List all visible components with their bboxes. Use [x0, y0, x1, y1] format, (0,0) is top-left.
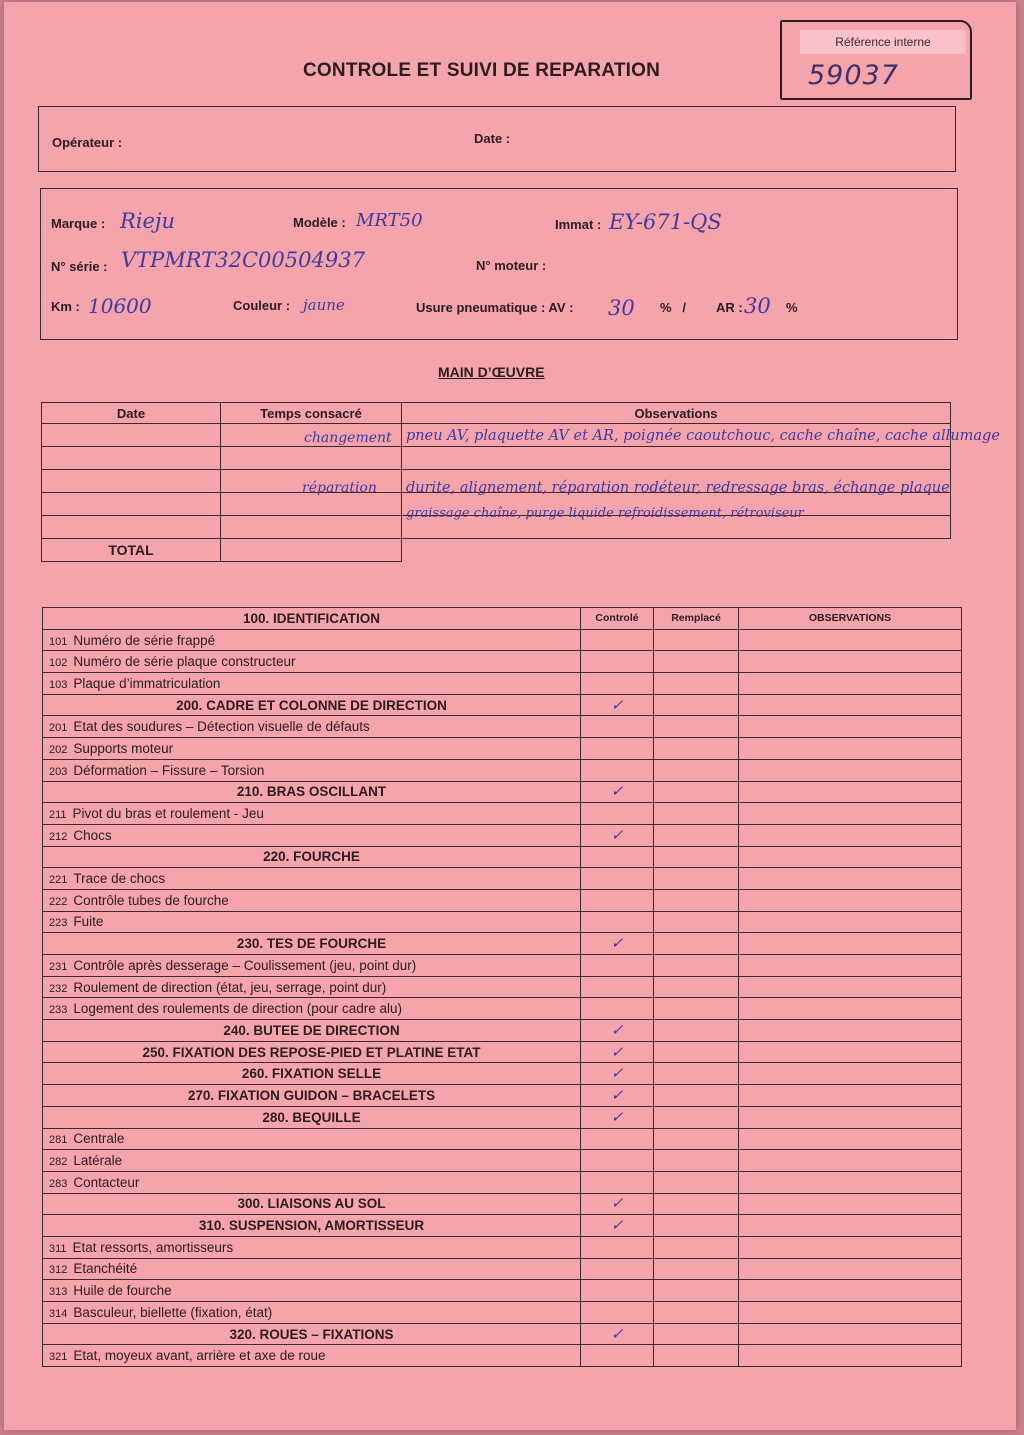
item-number: 223 — [49, 917, 68, 930]
controle-cell[interactable] — [581, 1106, 654, 1128]
remplace-cell[interactable] — [654, 889, 739, 911]
remplace-cell[interactable] — [654, 694, 739, 716]
checklist-section-row — [43, 1063, 962, 1085]
item-label: Déformation – Fissure – Torsion — [73, 762, 265, 778]
item-number: 201 — [49, 722, 68, 735]
check-mark: ✓ — [610, 1216, 624, 1235]
reference-value: 59037 — [808, 60, 899, 91]
observations-cell[interactable] — [739, 759, 962, 781]
remplace-cell[interactable] — [654, 1280, 739, 1302]
remplace-cell[interactable] — [654, 955, 739, 977]
remplace-cell[interactable] — [654, 976, 739, 998]
checklist-item-row — [43, 629, 962, 651]
observations-cell[interactable] — [739, 716, 962, 738]
remplace-cell[interactable] — [654, 1063, 739, 1085]
observations-cell[interactable] — [739, 1323, 962, 1345]
observation-line-1: pneu AV, plaquette AV et AR, poignée caoutchouc, cache chaîne, cache allumage — [406, 428, 1000, 444]
usure-ar-value: 30 — [744, 294, 771, 318]
item-label: Basculeur, biellette (fixation, état) — [73, 1304, 273, 1320]
observations-cell[interactable] — [739, 1106, 962, 1128]
moteur-label: N° moteur : — [476, 258, 547, 273]
checklist-first-heading: 100. IDENTIFICATION — [43, 608, 581, 630]
item-label: Etat ressorts, amortisseurs — [72, 1239, 234, 1255]
observations-cell[interactable] — [739, 1193, 962, 1215]
item-label: Pivot du bras et roulement - Jeu — [72, 806, 264, 822]
modele-label: Modèle : — [293, 215, 346, 230]
item-label: Huile de fourche — [73, 1283, 172, 1299]
total-label: TOTAL — [42, 539, 221, 562]
checklist-item-row — [43, 673, 962, 695]
remplace-cell[interactable] — [654, 1236, 739, 1258]
observations-cell[interactable] — [739, 1128, 962, 1150]
checklist-section-row — [43, 694, 962, 716]
observations-cell[interactable] — [739, 824, 962, 846]
check-mark: ✓ — [610, 1324, 624, 1343]
item-number: 231 — [49, 960, 68, 973]
section-heading: 270. FIXATION GUIDON – BRACELETS — [187, 1087, 436, 1103]
remplace-cell[interactable] — [654, 1345, 739, 1367]
checklist-item-row — [43, 1302, 962, 1324]
controle-cell[interactable] — [581, 651, 654, 673]
item-number: 282 — [49, 1156, 68, 1169]
remplace-cell[interactable] — [654, 1106, 739, 1128]
item-label: Etat des soudures – Détection visuelle de défauts — [73, 719, 370, 735]
remplace-cell[interactable] — [654, 1258, 739, 1280]
checklist-header-row — [43, 608, 962, 630]
controle-cell[interactable] — [581, 738, 654, 760]
remplace-cell[interactable] — [654, 1085, 739, 1107]
checklist-section-row — [43, 1106, 962, 1128]
item-number: 312 — [49, 1264, 68, 1277]
checklist-item-row — [43, 976, 962, 998]
observations-cell[interactable] — [739, 1150, 962, 1172]
observations-cell[interactable] — [739, 889, 962, 911]
item-number: 202 — [49, 743, 68, 756]
controle-cell[interactable] — [581, 911, 654, 933]
remplace-cell[interactable] — [654, 933, 739, 955]
remplace-cell[interactable] — [654, 781, 739, 803]
item-number: 321 — [49, 1351, 68, 1364]
remplace-cell[interactable] — [654, 1128, 739, 1150]
section-heading: 230. TES DE FOURCHE — [236, 936, 387, 952]
observations-cell[interactable] — [739, 1236, 962, 1258]
controle-cell[interactable] — [581, 824, 654, 846]
checklist-section-row — [43, 1215, 962, 1237]
couleur-value: jaune — [303, 296, 345, 314]
checklist-item-row — [43, 998, 962, 1020]
controle-cell[interactable] — [581, 1215, 654, 1237]
controle-cell[interactable] — [581, 803, 654, 825]
observation-line-3: graissage chaîne, purge liquide refroidissement, rétroviseur — [406, 506, 804, 521]
mo-total-row — [42, 539, 951, 562]
remplace-cell[interactable] — [654, 1041, 739, 1063]
item-label: Etanchéité — [73, 1261, 138, 1277]
check-mark: ✓ — [610, 782, 624, 801]
item-label: Numéro de série plaque constructeur — [73, 654, 296, 670]
col-remplace: Remplacé — [654, 608, 739, 630]
observations-cell[interactable] — [739, 1020, 962, 1042]
remplace-cell[interactable] — [654, 738, 739, 760]
main-oeuvre-title: MAIN D’ŒUVRE — [438, 364, 545, 380]
checklist-item-row — [43, 955, 962, 977]
observations-cell[interactable] — [739, 1258, 962, 1280]
checklist-section-row — [43, 1020, 962, 1042]
remplace-cell[interactable] — [654, 1302, 739, 1324]
operator-label: Opérateur : — [52, 135, 123, 150]
checklist-item-row — [43, 651, 962, 673]
section-heading: 300. LIAISONS AU SOL — [237, 1196, 386, 1212]
observations-cell[interactable] — [739, 629, 962, 651]
remplace-cell[interactable] — [654, 1323, 739, 1345]
observations-cell[interactable] — [739, 1215, 962, 1237]
item-number: 203 — [49, 765, 68, 778]
controle-cell[interactable] — [581, 1063, 654, 1085]
controle-cell[interactable] — [581, 1150, 654, 1172]
section-heading: 260. FIXATION SELLE — [241, 1066, 382, 1082]
usure-av-value: 30 — [608, 296, 635, 320]
checklist-item-row — [43, 716, 962, 738]
item-label: Fuite — [73, 914, 104, 930]
remplace-cell[interactable] — [654, 759, 739, 781]
immat-label: Immat : — [555, 217, 602, 232]
observations-cell[interactable] — [739, 781, 962, 803]
observations-cell[interactable] — [739, 846, 962, 868]
controle-cell[interactable] — [581, 781, 654, 803]
usure-label: Usure pneumatique : AV : — [416, 300, 574, 315]
observations-cell[interactable] — [739, 998, 962, 1020]
immat-value: EY-671-QS — [609, 210, 722, 234]
checklist-section-row — [43, 1323, 962, 1345]
serie-value: VTPMRT32C00504937 — [121, 248, 365, 272]
observations-cell[interactable] — [739, 868, 962, 890]
controle-cell[interactable] — [581, 1193, 654, 1215]
observations-cell[interactable] — [739, 1063, 962, 1085]
controle-cell[interactable] — [581, 976, 654, 998]
item-number: 233 — [49, 1004, 68, 1017]
percent-end: % — [786, 300, 798, 315]
date-label: Date : — [474, 131, 511, 146]
remplace-cell[interactable] — [654, 1020, 739, 1042]
item-number: 232 — [49, 982, 68, 995]
item-label: Contacteur — [73, 1174, 140, 1190]
marque-value: Rieju — [120, 209, 175, 233]
checklist-item-row — [43, 911, 962, 933]
observation-line-2: durite, alignement, réparation rodéteur, redressage bras, échange plaque — [406, 480, 950, 496]
controle-cell[interactable] — [581, 759, 654, 781]
item-label: Logement des roulements de direction (pour cadre alu) — [73, 1001, 403, 1017]
checklist-item-row — [43, 868, 962, 890]
item-number: 101 — [49, 635, 68, 648]
item-number: 314 — [49, 1307, 68, 1320]
checklist-item-row — [43, 759, 962, 781]
remplace-cell[interactable] — [654, 1171, 739, 1193]
check-mark: ✓ — [610, 934, 624, 953]
controle-cell[interactable] — [581, 1236, 654, 1258]
section-heading: 310. SUSPENSION, AMORTISSEUR — [198, 1218, 425, 1234]
checklist-item-row — [43, 1345, 962, 1367]
section-heading: 240. BUTEE DE DIRECTION — [223, 1022, 400, 1038]
check-mark: ✓ — [610, 1042, 624, 1061]
checklist-section-row — [43, 1041, 962, 1063]
checklist-item-row — [43, 889, 962, 911]
item-number: 212 — [49, 830, 68, 843]
item-label: Numéro de série frappé — [73, 632, 216, 648]
controle-cell[interactable] — [581, 1041, 654, 1063]
check-mark: ✓ — [610, 1020, 624, 1039]
remplace-cell[interactable] — [654, 673, 739, 695]
observations-cell[interactable] — [739, 673, 962, 695]
observations-cell[interactable] — [739, 955, 962, 977]
item-number: 313 — [49, 1286, 68, 1299]
controle-cell[interactable] — [581, 868, 654, 890]
controle-cell[interactable] — [581, 846, 654, 868]
item-number: 211 — [49, 809, 67, 822]
page-title: CONTROLE ET SUIVI DE REPARATION — [303, 60, 661, 81]
observations-cell[interactable] — [739, 694, 962, 716]
checklist-section-row — [43, 846, 962, 868]
observations-cell[interactable] — [739, 651, 962, 673]
col-date: Date — [42, 403, 221, 424]
remplace-cell[interactable] — [654, 716, 739, 738]
serie-label: N° série : — [51, 259, 108, 274]
ar-label: AR : — [716, 300, 743, 315]
controle-cell[interactable] — [581, 1171, 654, 1193]
item-label: Contrôle tubes de fourche — [73, 892, 229, 908]
item-number: 283 — [49, 1177, 68, 1190]
observations-cell[interactable] — [739, 911, 962, 933]
controle-cell[interactable] — [581, 933, 654, 955]
controle-cell[interactable] — [581, 1128, 654, 1150]
item-number: 102 — [49, 657, 68, 670]
item-label: Centrale — [73, 1131, 125, 1147]
check-mark: ✓ — [610, 1085, 624, 1104]
remplace-cell[interactable] — [654, 803, 739, 825]
temps-entry-1: changement — [304, 430, 392, 446]
controle-cell[interactable] — [581, 889, 654, 911]
item-label: Latérale — [73, 1153, 123, 1169]
check-mark: ✓ — [610, 825, 624, 844]
temps-entry-2: réparation — [302, 480, 377, 496]
percent-separator: % / — [660, 300, 687, 315]
mo-row — [42, 447, 951, 470]
marque-label: Marque : — [51, 216, 106, 231]
checklist-section-row — [43, 1193, 962, 1215]
observations-cell[interactable] — [739, 1345, 962, 1367]
checklist-item-row — [43, 803, 962, 825]
controle-cell[interactable] — [581, 1345, 654, 1367]
controle-cell[interactable] — [581, 1020, 654, 1042]
checklist-item-row — [43, 1258, 962, 1280]
section-heading: 210. BRAS OSCILLANT — [236, 784, 387, 800]
controle-cell[interactable] — [581, 998, 654, 1020]
observations-cell[interactable] — [739, 1171, 962, 1193]
remplace-cell[interactable] — [654, 998, 739, 1020]
section-heading: 250. FIXATION DES REPOSE-PIED ET PLATINE ETAT — [142, 1044, 481, 1060]
item-number: 103 — [49, 678, 68, 691]
item-label: Chocs — [73, 827, 112, 843]
remplace-cell[interactable] — [654, 1150, 739, 1172]
controle-cell[interactable] — [581, 629, 654, 651]
controle-cell[interactable] — [581, 673, 654, 695]
col-temps: Temps consacré — [221, 403, 402, 424]
section-heading: 220. FOURCHE — [263, 849, 360, 865]
remplace-cell[interactable] — [654, 651, 739, 673]
checklist-table — [42, 607, 962, 1367]
observations-cell[interactable] — [739, 738, 962, 760]
checklist-item-row — [43, 824, 962, 846]
observations-cell[interactable] — [739, 1041, 962, 1063]
controle-cell[interactable] — [581, 1302, 654, 1324]
remplace-cell[interactable] — [654, 1215, 739, 1237]
item-label: Contrôle après desserage – Coulissement (jeu, point dur) — [73, 957, 417, 973]
remplace-cell[interactable] — [654, 629, 739, 651]
checklist-item-row — [43, 738, 962, 760]
remplace-cell[interactable] — [654, 868, 739, 890]
col-controle: Controlé — [581, 608, 654, 630]
modele-value: MRT50 — [356, 210, 423, 231]
controle-cell[interactable] — [581, 716, 654, 738]
controle-cell[interactable] — [581, 694, 654, 716]
remplace-cell[interactable] — [654, 911, 739, 933]
item-number: 222 — [49, 895, 68, 908]
controle-cell[interactable] — [581, 955, 654, 977]
item-number: 281 — [49, 1134, 68, 1147]
observations-cell[interactable] — [739, 803, 962, 825]
item-label: Roulement de direction (état, jeu, serrage, point dur) — [73, 979, 387, 995]
km-label: Km : — [51, 299, 80, 314]
observations-cell[interactable] — [739, 976, 962, 998]
check-mark: ✓ — [610, 1107, 624, 1126]
col-observations-check: OBSERVATIONS — [739, 608, 962, 630]
item-number: 311 — [49, 1242, 67, 1255]
item-label: Etat, moyeux avant, arrière et axe de roue — [73, 1348, 326, 1364]
item-label: Plaque d’immatriculation — [73, 675, 221, 691]
checklist-item-row — [43, 1150, 962, 1172]
controle-cell[interactable] — [581, 1258, 654, 1280]
couleur-label: Couleur : — [233, 298, 291, 313]
section-heading: 320. ROUES – FIXATIONS — [229, 1326, 394, 1342]
section-heading: 200. CADRE ET COLONNE DE DIRECTION — [176, 697, 447, 713]
item-label: Trace de chocs — [73, 871, 166, 887]
checklist-item-row — [43, 1128, 962, 1150]
check-mark: ✓ — [610, 1194, 624, 1213]
km-value: 10600 — [88, 294, 152, 318]
controle-cell[interactable] — [581, 1280, 654, 1302]
checklist-item-row — [43, 1171, 962, 1193]
check-mark: ✓ — [610, 695, 624, 714]
reference-label: Référence interne — [800, 30, 966, 54]
checklist-section-row — [43, 933, 962, 955]
observations-cell[interactable] — [739, 1085, 962, 1107]
checklist-section-row — [43, 1085, 962, 1107]
checklist-item-row — [43, 1236, 962, 1258]
remplace-cell[interactable] — [654, 824, 739, 846]
item-number: 221 — [49, 874, 68, 887]
checklist-section-row — [43, 781, 962, 803]
controle-cell[interactable] — [581, 1085, 654, 1107]
col-observations: Observations — [402, 403, 951, 424]
observations-cell[interactable] — [739, 1302, 962, 1324]
observations-cell[interactable] — [739, 1280, 962, 1302]
controle-cell[interactable] — [581, 1323, 654, 1345]
section-heading: 280. BEQUILLE — [262, 1109, 361, 1125]
remplace-cell[interactable] — [654, 1193, 739, 1215]
item-label: Supports moteur — [73, 740, 174, 756]
checklist-item-row — [43, 1280, 962, 1302]
remplace-cell[interactable] — [654, 846, 739, 868]
check-mark: ✓ — [610, 1064, 624, 1083]
observations-cell[interactable] — [739, 933, 962, 955]
